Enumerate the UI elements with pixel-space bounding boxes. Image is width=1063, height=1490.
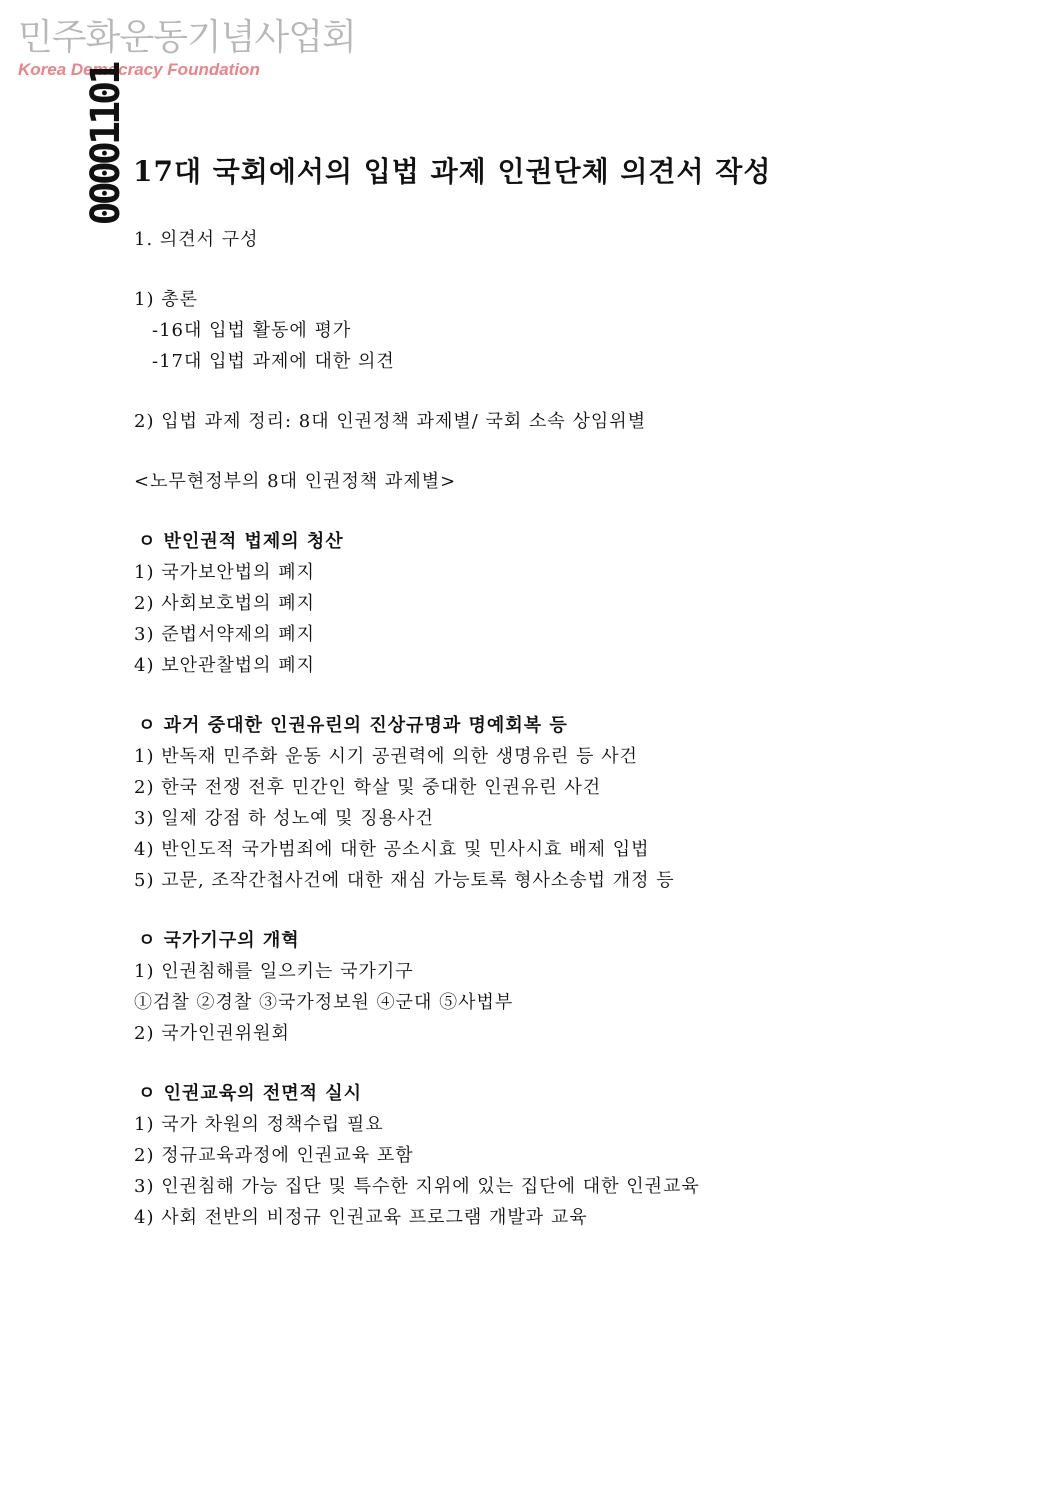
watermark-english: Korea Democracy Foundation [18,60,260,79]
document-number: 00001101 [83,64,129,226]
policy-group [134,1078,1034,1233]
group-heading: ㅇ 반인권적 법제의 청산 [138,531,344,552]
list-item: 1) 국가보안법의 폐지 [134,562,316,583]
list-item: 2) 국가인권위원회 [134,1023,290,1044]
document-number-stamp [76,60,136,230]
page-title: 17대 국회에서의 입법 과제 인권단체 의견서 작성 [133,155,772,188]
policy-group [134,925,1034,1049]
list-item: 4) 보안관찰법의 폐지 [134,655,316,676]
section-heading: 1. 의견서 구성 [134,229,259,250]
policy-group [134,526,1034,681]
list-item: 3) 일제 강점 하 성노예 및 징용사건 [134,808,434,829]
list-item: 3) 준법서약제의 폐지 [134,624,316,645]
list-item: -16대 입법 활동에 평가 [152,320,352,341]
list-item: ①검찰 ②경찰 ③국가정보원 ④군대 ⑤사법부 [134,992,514,1013]
group-heading: ㅇ 과거 중대한 인권유린의 진상규명과 명예회복 등 [138,715,568,736]
list-item: 2) 정규교육과정에 인권교육 포함 [134,1145,414,1166]
list-item: -17대 입법 과제에 대한 의견 [152,351,395,372]
list-item: 4) 사회 전반의 비정규 인권교육 프로그램 개발과 교육 [134,1207,588,1228]
foundation-watermark [18,16,356,80]
subsection-heading: 2) 입법 과제 정리: 8대 인권정책 과제별/ 국회 소속 상임위별 [134,411,647,432]
subsection-heading: 1) 총론 [134,289,198,310]
group-heading: ㅇ 국가기구의 개혁 [138,930,300,951]
list-item: 2) 사회보호법의 폐지 [134,593,316,614]
list-item: 1) 인권침해를 일으키는 국가기구 [134,961,414,982]
list-item: 2) 한국 전쟁 전후 민간인 학살 및 중대한 인권유린 사건 [134,777,602,798]
list-item: 1) 반독재 민주화 운동 시기 공권력에 의한 생명유린 등 사건 [134,746,638,767]
list-item: 3) 인권침해 가능 집단 및 특수한 지위에 있는 집단에 대한 인권교육 [134,1176,700,1197]
policy-heading: <노무현정부의 8대 인권정책 과제별> [134,471,457,492]
list-item: 1) 국가 차원의 정책수립 필요 [134,1114,384,1135]
policy-group [134,710,1034,896]
list-item: 4) 반인도적 국가범죄에 대한 공소시효 및 민사시효 배제 입법 [134,839,650,860]
group-heading: ㅇ 인권교육의 전면적 실시 [138,1083,363,1104]
watermark-korean: 민주화운동기념사업회 [18,17,356,58]
list-item: 5) 고문, 조작간첩사건에 대한 재심 가능토록 형사소송법 개정 등 [134,870,675,891]
document-body [134,224,1034,1233]
